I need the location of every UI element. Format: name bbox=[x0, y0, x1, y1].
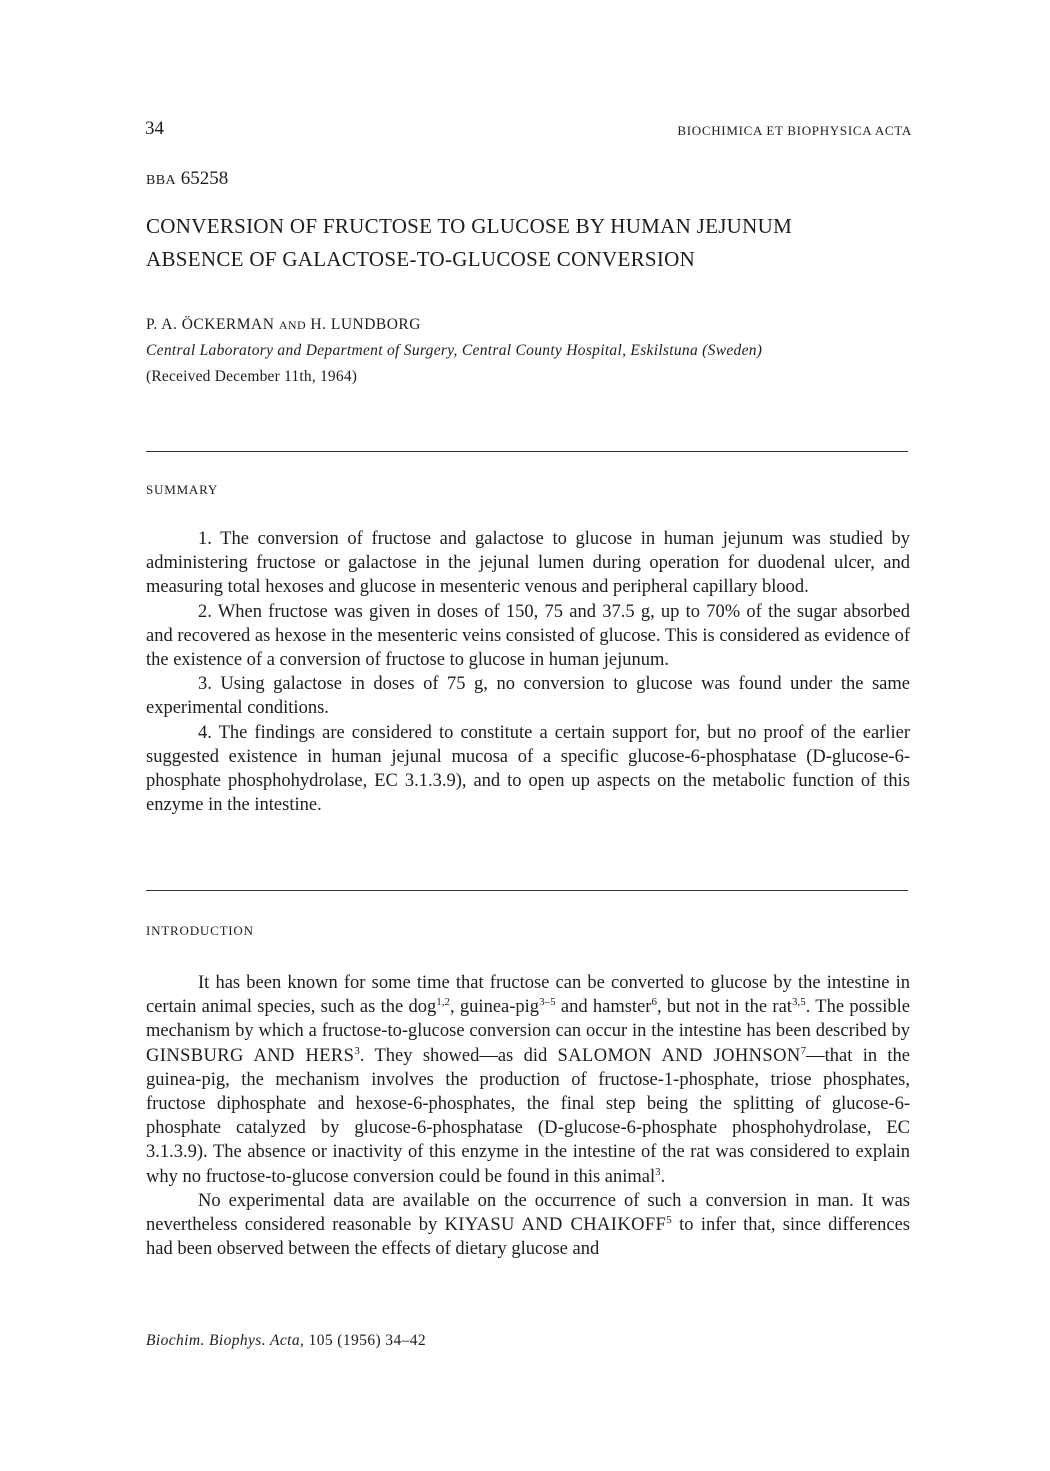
introduction-body bbox=[146, 971, 910, 1261]
text-run: No experimental data are available on the occurrence of such a conversion in man. It was nevertheless considered reasonable by bbox=[146, 1190, 910, 1236]
footer-citation bbox=[146, 1332, 426, 1350]
text-run: -glucose-6-phosphate phosphohydrolase, EC 3.1.3.9). The absence or inactivity of this enzyme in the intestine of the rat was considered to explain why no fructose-to-glucose conversion could be found in this animal bbox=[146, 1118, 910, 1187]
author-2: H. LUNDBORG bbox=[310, 316, 421, 333]
reference-marker: 3–5 bbox=[539, 996, 556, 1009]
text-run: —that in the guinea-pig, the mechanism involves the production of fructose-1-phosphate, triose phosphates, fructose diphosphate and hexose-6-phosphates, the final step being the splitting of glucose-6-phosphate catalyzed by glucose-6-phosphatase ( bbox=[146, 1045, 911, 1139]
introduction-heading: INTRODUCTION bbox=[146, 923, 254, 938]
text-run: and hamster bbox=[555, 997, 652, 1018]
divider-bottom bbox=[146, 890, 908, 891]
summary-point-3: 3. Using galactose in doses of 75 g, no conversion to glucose was found under the same experimental conditions. bbox=[146, 674, 910, 719]
article-title-line-2: ABSENCE OF GALACTOSE-TO-GLUCOSE CONVERSION bbox=[146, 247, 696, 271]
reference-marker: 6 bbox=[651, 996, 657, 1009]
text-run: . They showed—as did bbox=[359, 1045, 558, 1066]
summary-body bbox=[146, 527, 910, 817]
bba-id: 65258 bbox=[180, 168, 229, 189]
bba-prefix: BBA bbox=[146, 173, 176, 188]
summary-point-1: 1. The conversion of fructose and galactose to glucose in human jejunum was studied by administering fructose or galactose in the jejunal lumen during operation for duodenal ulcer, and measuring total hexoses and glucose in mesenteric venous and peripheral capillary blood. bbox=[146, 529, 910, 598]
introduction-paragraph-1 bbox=[146, 971, 910, 1189]
text-run: . The possible mechanism by which a fructose-to-glucose conversion can occur in the intestine has been described by bbox=[146, 997, 910, 1042]
affiliation: Central Laboratory and Department of Surgery, Central County Hospital, Eskilstuna (Sweden) bbox=[146, 342, 763, 359]
reference-marker: 3 bbox=[354, 1044, 360, 1057]
bba-number bbox=[146, 168, 228, 190]
journal-running-head: BIOCHIMICA ET BIOPHYSICA ACTA bbox=[677, 123, 912, 138]
text-run: to infer that, since differences had been observed between the effects of dietary glucose and bbox=[146, 1215, 910, 1260]
text-run: . bbox=[660, 1166, 666, 1187]
text-run: It has been known for some time that fructose can be converted to glucose by the intestine in certain animal species, such as the dog bbox=[146, 973, 910, 1018]
authors bbox=[146, 316, 421, 334]
reference-marker: 3,5 bbox=[791, 996, 806, 1009]
summary-point-2: 2. When fructose was given in doses of 150, 75 and 37.5 g, up to 70% of the sugar absorbed and recovered as hexose in the mesenteric veins consisted of glucose. This is considered as evidence of the existence of a conversion of fructose to glucose in human jejunum. bbox=[146, 601, 910, 671]
summary-heading: SUMMARY bbox=[146, 482, 219, 497]
introduction-paragraph-2 bbox=[146, 1189, 910, 1262]
footer-volume-pages: 105 (1956) 34–42 bbox=[308, 1332, 427, 1349]
reference-marker: 3 bbox=[655, 1165, 661, 1178]
divider-top bbox=[146, 451, 908, 452]
text-run: , guinea-pig bbox=[450, 997, 540, 1018]
author-and: AND bbox=[278, 318, 307, 332]
reference-marker: 1,2 bbox=[436, 996, 450, 1009]
footer-journal: Biochim. Biophys. Acta, bbox=[146, 1332, 305, 1349]
article-title-line-1: CONVERSION OF FRUCTOSE TO GLUCOSE BY HUMAN JEJUNUM bbox=[146, 214, 793, 238]
cited-authors: KIYASU AND CHAIKOFF bbox=[444, 1215, 667, 1236]
d-prefix: D bbox=[544, 1118, 558, 1139]
cited-authors: GINSBURG AND HERS bbox=[146, 1045, 355, 1066]
text-run: , but not in the rat bbox=[656, 997, 792, 1018]
cited-authors: SALOMON AND JOHNSON bbox=[557, 1045, 801, 1066]
received-date: (Received December 11th, 1964) bbox=[146, 368, 358, 385]
reference-marker: 5 bbox=[666, 1213, 672, 1226]
reference-marker: 7 bbox=[800, 1044, 807, 1057]
author-1: P. A. ÖCKERMAN bbox=[146, 316, 275, 333]
page-number: 34 bbox=[145, 118, 164, 139]
summary-point-4: 4. The findings are considered to constitute a certain support for, but no proof of the earlier suggested existence in human jejunal mucosa of a specific glucose-6-phosphatase (D-glucose-6-phosphate phosphohydrolase, EC 3.1.3.9), and to open up aspects on the metabolic function of this enzyme in the intestine. bbox=[146, 722, 910, 816]
